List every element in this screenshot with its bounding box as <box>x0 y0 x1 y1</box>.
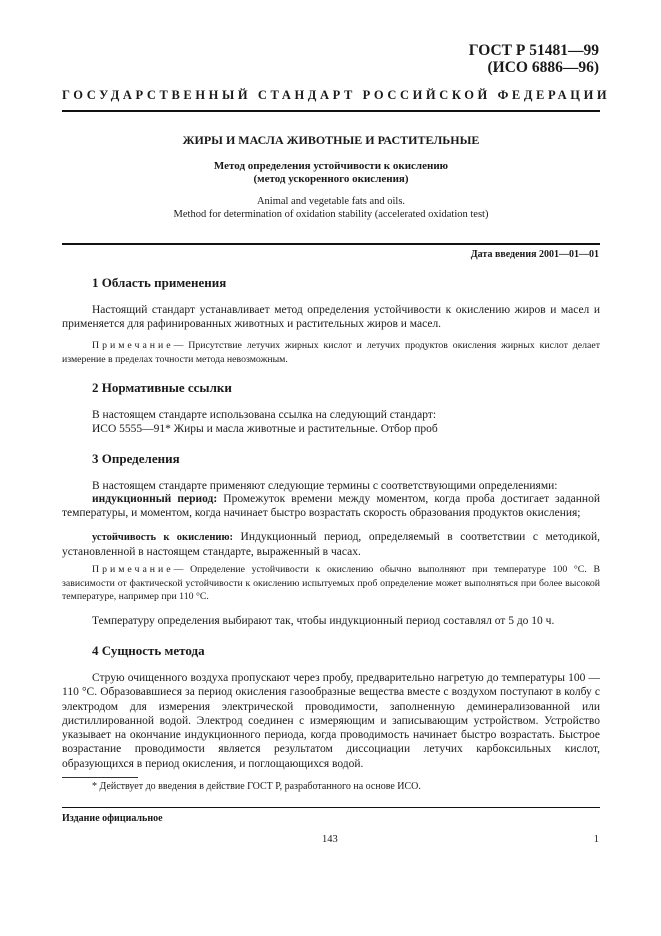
definition-text: Индукционный период, определяемый в соответствии с методикой, установленной в настоящем стандарте, выраженный в часах. <box>62 531 600 559</box>
standard-number-block <box>469 42 599 76</box>
definition-text: Промежуток времени между моментом, когда проба достигает заданной температуры, и моментом, когда начинает быстро возрастать скорость образования продуктов окисления; <box>62 493 600 520</box>
header-rule <box>62 110 600 112</box>
section-3-note <box>62 563 600 604</box>
section-2-intro: В настоящем стандарте использована ссылка на следующий стандарт: <box>92 409 437 421</box>
note-label: Примечание <box>92 564 174 575</box>
section-1-paragraph: Настоящий стандарт устанавливает метод определения устойчивости к окислению жиров и масел и применяется для рафинированных животных и растительных жиров и масел. <box>62 304 600 331</box>
official-edition: Издание официальное <box>62 813 163 824</box>
state-standard-heading: ГОСУДАРСТВЕННЫЙ СТАНДАРТ РОССИЙСКОЙ ФЕДЕРАЦИИ <box>62 88 611 102</box>
english-title: Animal and vegetable fats and oils. <box>256 196 406 207</box>
footnote: * Действует до введения в действие ГОСТ Р, разработанного на основе ИСО. <box>92 781 421 792</box>
section-1-note <box>62 339 600 366</box>
english-subtitle: Method for determination of oxidation stability (accelerated oxidation test) <box>173 209 489 220</box>
definition-oxidation-stability <box>62 530 600 560</box>
section-4-heading: 4 Сущность метода <box>92 643 205 658</box>
gost-number: ГОСТ Р 51481—99 <box>468 42 599 59</box>
document-title: ЖИРЫ И МАСЛА ЖИВОТНЫЕ И РАСТИТЕЛЬНЫЕ <box>182 133 480 147</box>
page-number: 143 <box>322 834 338 845</box>
section-3-heading: 3 Определения <box>92 451 180 466</box>
sheet-number: 1 <box>593 834 599 845</box>
definition-induction-period <box>62 492 600 521</box>
document-subtitle: Метод определения устойчивости к окислению <box>213 160 449 172</box>
term-induction-period: индукционный период: <box>92 493 218 505</box>
introduction-date: Дата введения 2001—01—01 <box>470 249 599 260</box>
footnote-rule <box>62 777 138 778</box>
term-oxidation-stability: устойчивость к окислению: <box>92 532 233 543</box>
section-2-heading: 2 Нормативные ссылки <box>92 380 232 395</box>
iso-number: (ИСО 6886—96) <box>487 59 599 76</box>
section-3-paragraph: Температуру определения выбирают так, чтобы индукционный период составлял от 5 до 10 ч. <box>92 615 555 627</box>
section-2-reference: ИСО 5555—91* Жиры и масла животные и растительные. Отбор проб <box>92 423 438 435</box>
title-rule <box>62 243 600 245</box>
section-3-intro: В настоящем стандарте применяют следующие термины с соответствующими определениями: <box>92 480 558 492</box>
document-subtitle-method: (метод ускоренного окисления) <box>253 173 409 185</box>
section-4-paragraph: Струю очищенного воздуха пропускают через пробу, предварительно нагретую до температуры 100 — 110 °С. Образовавшиеся за период окисления газообразные вещества вместе с воздухом поступают в колбу с электродом для измерения электрической проводимости, заполненную деминерализованной или дистиллированной водой. Электрод соединен с измеряющим и записывающим устройством. Устройство указывает на окончание индукционного периода, когда проводимость начинает быстро возрастать. Быстрое возрастание проводимости является результатом диссоциации летучих карбоксильных кислот, образующихся в период окисления, и поглощающихся водой. <box>62 672 600 770</box>
note-text: — Определение устойчивости к окислению обычно выполняют при температуре 100 °С. В зависимости от фактической устойчивости к окислению испытуемых проб определение может выполняться при более высокой температуре, например при 110 °С. <box>62 564 600 603</box>
note-label: Примечание <box>92 340 174 351</box>
section-1-heading: 1 Область применения <box>92 275 227 290</box>
note-text: — Присутствие летучих жирных кислот и летучих продуктов окисления жирных кислот делает измерение в пределах точности метода невозможным. <box>62 340 600 365</box>
footer-rule <box>62 807 600 808</box>
